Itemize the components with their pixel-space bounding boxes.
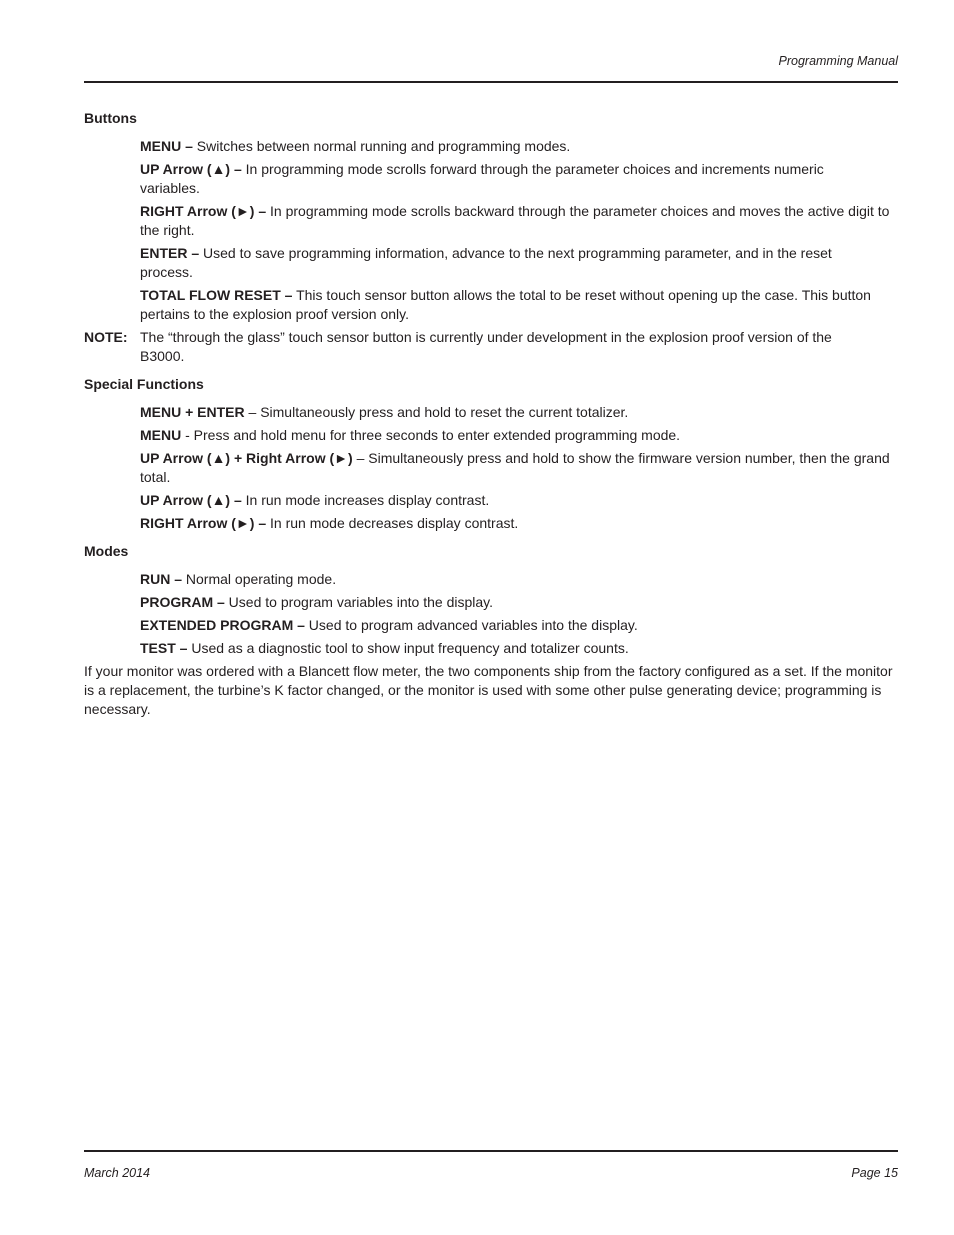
item-text: Used to save programming information, advance to the next programming parameter, and in the reset process. — [140, 245, 832, 280]
buttons-heading: Buttons — [84, 110, 137, 126]
note-label: NOTE: — [84, 329, 128, 345]
item-text: Used to program advanced variables into the display. — [304, 617, 638, 633]
item-term: ENTER – — [140, 245, 200, 261]
modes-item-extended-program — [140, 616, 898, 635]
special-item-menu-enter — [140, 403, 898, 422]
item-term: UP Arrow (▲) + Right Arrow (►) — [140, 450, 353, 466]
modes-item-run — [140, 570, 898, 589]
item-text: Used to program variables into the display. — [224, 594, 494, 610]
buttons-item-right-arrow — [140, 202, 898, 240]
item-text: Switches between normal running and programming modes. — [192, 138, 571, 154]
buttons-item-menu — [140, 137, 898, 156]
item-term: PROGRAM – — [140, 594, 225, 610]
special-item-up-arrow — [140, 491, 898, 510]
special-item-right-arrow — [140, 514, 898, 533]
item-text: In run mode increases display contrast. — [241, 492, 490, 508]
item-term: UP Arrow (▲) – — [140, 492, 242, 508]
item-text: Used as a diagnostic tool to show input frequency and totalizer counts. — [187, 640, 629, 656]
item-term: TOTAL FLOW RESET – — [140, 287, 293, 303]
buttons-item-up-arrow — [140, 160, 830, 198]
footer-page-number: Page 15 — [851, 1166, 898, 1180]
item-text: In programming mode scrolls backward through the parameter choices and moves the active digit to the right. — [140, 203, 890, 238]
item-term: MENU + ENTER — [140, 404, 245, 420]
page-content — [84, 109, 898, 719]
item-text: Normal operating mode. — [182, 571, 337, 587]
item-term: TEST – — [140, 640, 188, 656]
note — [84, 328, 898, 366]
special-item-up-right-arrow — [140, 449, 898, 487]
buttons-item-total-flow-reset — [140, 286, 898, 324]
modes-heading: Modes — [84, 543, 129, 559]
item-text: This touch sensor button allows the total to be reset without opening up the case. This button pertains to the explosion proof version only. — [140, 287, 871, 322]
item-term: EXTENDED PROGRAM – — [140, 617, 305, 633]
item-term: MENU – — [140, 138, 193, 154]
item-text: – Simultaneously press and hold to show the firmware version number, then the grand total. — [140, 450, 890, 485]
special-functions-heading: Special Functions — [84, 376, 204, 392]
footer-rule — [84, 1150, 898, 1152]
special-item-menu — [140, 426, 898, 445]
item-term: RIGHT Arrow (►) – — [140, 203, 267, 219]
modes-item-test — [140, 639, 898, 658]
item-term: UP Arrow (▲) – — [140, 161, 242, 177]
item-term: RIGHT Arrow (►) – — [140, 515, 267, 531]
buttons-item-enter — [140, 244, 840, 282]
item-term: RUN – — [140, 571, 183, 587]
item-text: – Simultaneously press and hold to reset the current totalizer. — [244, 404, 629, 420]
item-text: In programming mode scrolls forward through the parameter choices and increments numeric variables. — [140, 161, 824, 196]
closing-paragraph: If your monitor was ordered with a Blancett flow meter, the two components ship from the factory configured as a set. If the monitor is a replacement, the turbine’s K factor changed, or the monitor is used with some other pulse generating device; programming is necessary. — [84, 663, 893, 717]
header-rule — [84, 81, 898, 83]
item-text: In run mode decreases display contrast. — [266, 515, 519, 531]
footer-date: March 2014 — [84, 1166, 151, 1180]
note-text: The “through the glass” touch sensor button is currently under development in the explosion proof version of the B3000. — [140, 329, 832, 364]
item-text: - Press and hold menu for three seconds to enter extended programming mode. — [181, 427, 681, 443]
modes-item-program — [140, 593, 898, 612]
header-title: Programming Manual — [778, 54, 898, 68]
item-term: MENU — [140, 427, 182, 443]
